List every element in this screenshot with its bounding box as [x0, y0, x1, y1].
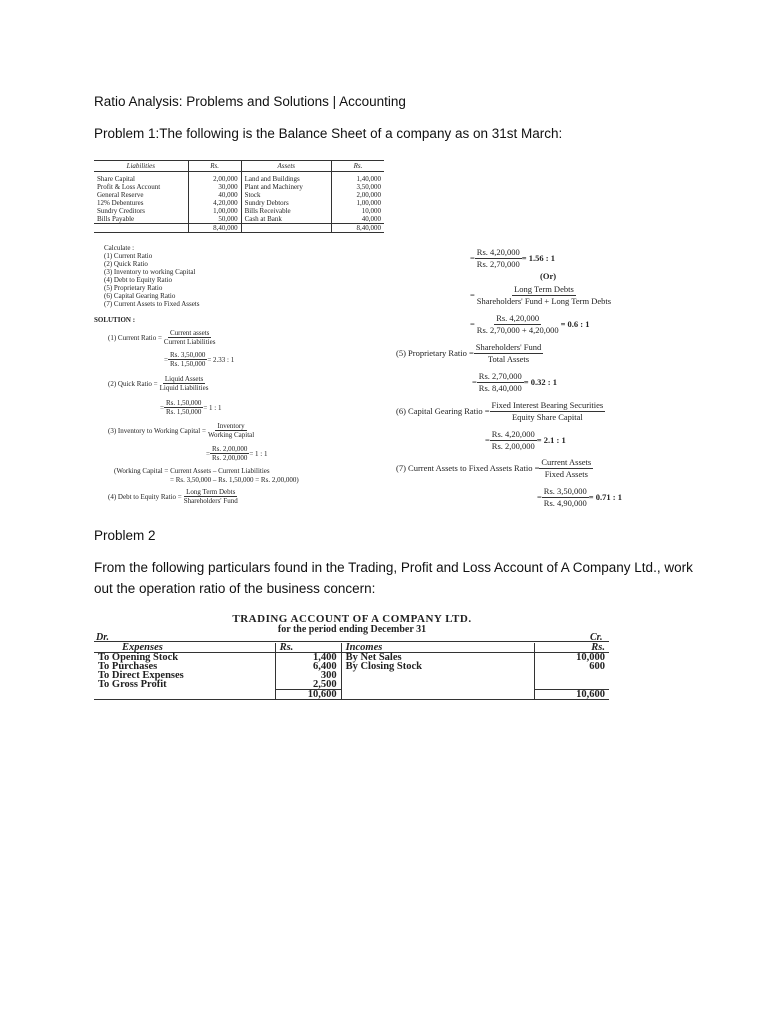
list-item: (1) Current Ratio [104, 252, 153, 260]
balance-sheet-table [94, 160, 384, 233]
cell: 2,00,000 [331, 191, 384, 199]
cell: Land and Buildings [241, 172, 331, 184]
list-item: (7) Current Assets to Fixed Assets [104, 300, 200, 308]
s6-num2: Rs. 4,20,000 [491, 429, 535, 439]
list-item: (4) Debt to Equity Ratio [104, 276, 173, 284]
cell: Cash at Bank [241, 215, 331, 224]
solution-2 [108, 375, 210, 392]
s6-value-fraction [490, 429, 537, 452]
list-item: (3) Inventory to working Capital [104, 268, 196, 276]
cell: 1,40,000 [331, 172, 384, 184]
s2-num2: Rs. 1,50,000 [165, 399, 202, 407]
r4a-num: Rs. 4,20,000 [476, 247, 520, 257]
cell: Bills Payable [97, 215, 135, 223]
cell: By Closing Stock [341, 662, 534, 671]
total-expenses: 10,600 [275, 690, 341, 700]
cell [341, 690, 534, 700]
solution-5-value [472, 371, 557, 394]
problem2-intro-2: out the operation ratio of the business concern: [94, 581, 376, 596]
r4c-den: Rs. 2,70,000 + 4,20,000 [476, 325, 559, 335]
problem1-heading: Problem 1:The following is the Balance Sheet of a company as on 31st March: [94, 126, 563, 141]
solution-3 [108, 422, 256, 439]
list-item: (6) Capital Gearing Ratio [104, 292, 176, 300]
eq: = [472, 377, 477, 387]
r4c-num: Rs. 4,20,000 [496, 313, 540, 323]
solution-2-value [160, 399, 222, 416]
s3-den2: Rs. 2,00,000 [211, 454, 248, 462]
s3-label: (3) Inventory to Working Capital = [108, 426, 206, 435]
r4a [470, 247, 555, 270]
table-row [94, 671, 609, 680]
page-title: Ratio Analysis: Problems and Solutions | Accounting [94, 94, 406, 109]
s7-den2: Rs. 4,90,000 [543, 498, 587, 508]
cell [94, 224, 188, 233]
s7-num: Current Assets [541, 457, 592, 467]
cell: 10,000 [534, 653, 609, 663]
cell [341, 671, 534, 680]
s7-result: = 0.71 : 1 [588, 492, 622, 502]
cell [241, 224, 331, 233]
cell: Sundry Creditors [97, 207, 146, 215]
cell: 30,000 [188, 183, 241, 191]
trading-totals-row [94, 690, 609, 700]
cell: General Reserve [97, 191, 144, 199]
problem2-intro-1: From the following particulars found in the Trading, Profit and Loss Account of A Company Ltd., work [94, 560, 693, 575]
s7-fraction [539, 457, 593, 480]
s3-result: = 1 : 1 [249, 449, 268, 458]
cell: To Direct Expenses [98, 670, 184, 681]
cell: To Purchases [98, 661, 158, 672]
s6-result: = 2.1 : 1 [536, 435, 566, 445]
r4b [470, 284, 613, 307]
list-item: (5) Proprietary Ratio [104, 284, 163, 292]
wc-note-2: = Rs. 3,50,000 – Rs. 1,50,000 = Rs. 2,00,000) [170, 476, 299, 484]
eq: = [537, 492, 542, 502]
cell [94, 690, 275, 700]
cell: 600 [534, 662, 609, 671]
s3-fraction [206, 422, 256, 439]
r4c [470, 313, 590, 336]
cell: To Gross Profit [98, 679, 167, 691]
s7-label: (7) Current Assets to Fixed Assets Ratio = [396, 463, 540, 473]
trading-title: TRADING ACCOUNT OF A COMPANY LTD. [232, 613, 472, 625]
list-item: (2) Quick Ratio [104, 260, 148, 268]
s6-fraction [490, 400, 606, 423]
s2-label: (2) Quick Ratio = [108, 379, 158, 388]
cell: 40,000 [331, 215, 384, 224]
s4-fraction [182, 488, 240, 505]
total-assets: 8,40,000 [331, 224, 384, 233]
cell: 12% Debentures [97, 199, 144, 207]
table-row [94, 215, 384, 224]
solution-6 [396, 400, 605, 423]
problem2-heading: Problem 2 [94, 528, 156, 543]
table-row [94, 191, 384, 199]
header-assets: Assets [241, 161, 331, 172]
s7-den: Fixed Assets [544, 469, 588, 479]
r4b-den: Shareholders' Fund + Long Term Debts [476, 296, 612, 306]
eq: = [470, 319, 475, 329]
total-incomes: 10,600 [534, 690, 609, 700]
cell: By Net Sales [341, 653, 534, 663]
s2-den: Liquid Liabilities [159, 384, 209, 392]
or-label: (Or) [540, 271, 557, 281]
solution-label: SOLUTION : [94, 316, 136, 324]
s6-den2: Rs. 2,00,000 [491, 441, 535, 451]
eq: = [160, 403, 164, 412]
s3-den: Working Capital [207, 431, 255, 439]
s2-den2: Rs. 1,50,000 [165, 408, 202, 416]
header-incomes: Incomes [341, 643, 534, 653]
s5-den: Total Assets [487, 354, 530, 364]
solution-1 [108, 329, 217, 346]
cell: Share Capital [97, 175, 135, 183]
s5-label: (5) Proprietary Ratio = [396, 348, 474, 358]
calculate-list [104, 244, 199, 308]
trading-subtitle: for the period ending December 31 [277, 624, 427, 635]
cell: Plant and Machinery [241, 183, 331, 191]
cell: 1,400 [275, 653, 341, 663]
table-row [94, 199, 384, 207]
solution-6-value [485, 429, 566, 452]
cell: Sundry Debtors [241, 199, 331, 207]
dr-label: Dr. [96, 632, 110, 643]
s3-num: Inventory [217, 422, 245, 430]
balance-sheet-header-row [94, 161, 384, 172]
solution-1-value [164, 351, 234, 368]
cell: 40,000 [188, 191, 241, 199]
s2-num: Liquid Assets [164, 375, 204, 383]
s1-num: Current assets [169, 329, 210, 337]
cell: 2,00,000 [188, 172, 241, 184]
s5-value-fraction [477, 371, 524, 394]
cell [534, 671, 609, 680]
total-liabilities: 8,40,000 [188, 224, 241, 233]
cell: 2,500 [275, 680, 341, 690]
solution-3-value [206, 445, 268, 462]
cell: Bills Receivable [241, 207, 331, 215]
header-rs-1: Rs. [275, 643, 341, 653]
cell: 1,00,000 [331, 199, 384, 207]
s2-fraction [158, 375, 211, 392]
eq: = [206, 449, 210, 458]
r4b-num: Long Term Debts [514, 284, 574, 294]
solution-7 [396, 457, 593, 480]
r4a-result: = 1.56 : 1 [521, 253, 555, 263]
cell: 3,50,000 [331, 183, 384, 191]
s1-value-fraction [168, 351, 207, 368]
s5-fraction [474, 342, 544, 365]
s4-num: Long Term Debts [186, 488, 236, 496]
s4-label: (4) Debt to Equity Ratio = [108, 492, 182, 501]
header-rs-2: Rs. [534, 643, 609, 653]
table-row [94, 183, 384, 191]
s7-num2: Rs. 3,50,000 [543, 486, 587, 496]
s3-value-fraction [210, 445, 249, 462]
eq: = [470, 253, 475, 263]
s6-den: Equity Share Capital [511, 412, 583, 422]
eq: = [164, 355, 168, 364]
eq: = [470, 290, 475, 300]
s5-result: = 0.32 : 1 [523, 377, 557, 387]
s1-den: Current Liabilities [163, 338, 216, 346]
cell: 50,000 [188, 215, 241, 224]
cell: Profit & Loss Account [97, 183, 161, 191]
r4c-result: = 0.6 : 1 [560, 319, 590, 329]
s5-num: Shareholders' Fund [475, 342, 542, 352]
r4a-den: Rs. 2,70,000 [476, 259, 520, 269]
r4c-fraction [475, 313, 561, 336]
s1-num2: Rs. 3,50,000 [169, 351, 206, 359]
s1-fraction [162, 329, 218, 346]
calculate-label: Calculate : [104, 244, 135, 252]
trading-account-table [94, 643, 609, 700]
cell: 10,000 [331, 207, 384, 215]
s5-num2: Rs. 2,70,000 [478, 371, 522, 381]
solution-7-value [537, 486, 622, 509]
cell [341, 680, 534, 690]
eq: = [485, 435, 490, 445]
header-liabilities: Liabilities [94, 161, 188, 172]
r4b-fraction [475, 284, 613, 307]
table-row [94, 207, 384, 215]
cell: To Opening Stock [98, 652, 179, 663]
cell: 300 [275, 671, 341, 680]
header-expenses: Expenses [94, 643, 275, 653]
cell: 1,00,000 [188, 207, 241, 215]
header-rs-1: Rs. [188, 161, 241, 172]
totals-row [94, 224, 384, 233]
r4a-fraction [475, 247, 522, 270]
s2-value-fraction [164, 399, 203, 416]
wc-note-1: (Working Capital = Current Assets – Current Liabilities [114, 467, 270, 475]
cr-label: Cr. [590, 632, 603, 643]
s1-label: (1) Current Ratio = [108, 333, 162, 342]
s3-num2: Rs. 2,00,000 [211, 445, 248, 453]
cell: Stock [241, 191, 331, 199]
solution-5 [396, 342, 543, 365]
header-rs-2: Rs. [331, 161, 384, 172]
solution-4 [108, 488, 240, 505]
s6-label: (6) Capital Gearing Ratio = [396, 406, 490, 416]
s6-num: Fixed Interest Bearing Securities [491, 400, 604, 410]
s2-result: = 1 : 1 [203, 403, 222, 412]
cell: 4,20,000 [188, 199, 241, 207]
s4-den: Shareholders' Fund [183, 497, 238, 505]
s1-den2: Rs. 1,50,000 [169, 360, 206, 368]
s1-result: = 2.33 : 1 [207, 355, 235, 364]
s5-den2: Rs. 8,40,000 [478, 383, 522, 393]
s7-value-fraction [542, 486, 589, 509]
table-row [94, 172, 384, 184]
cell: 6,400 [275, 662, 341, 671]
table-row [94, 680, 609, 690]
